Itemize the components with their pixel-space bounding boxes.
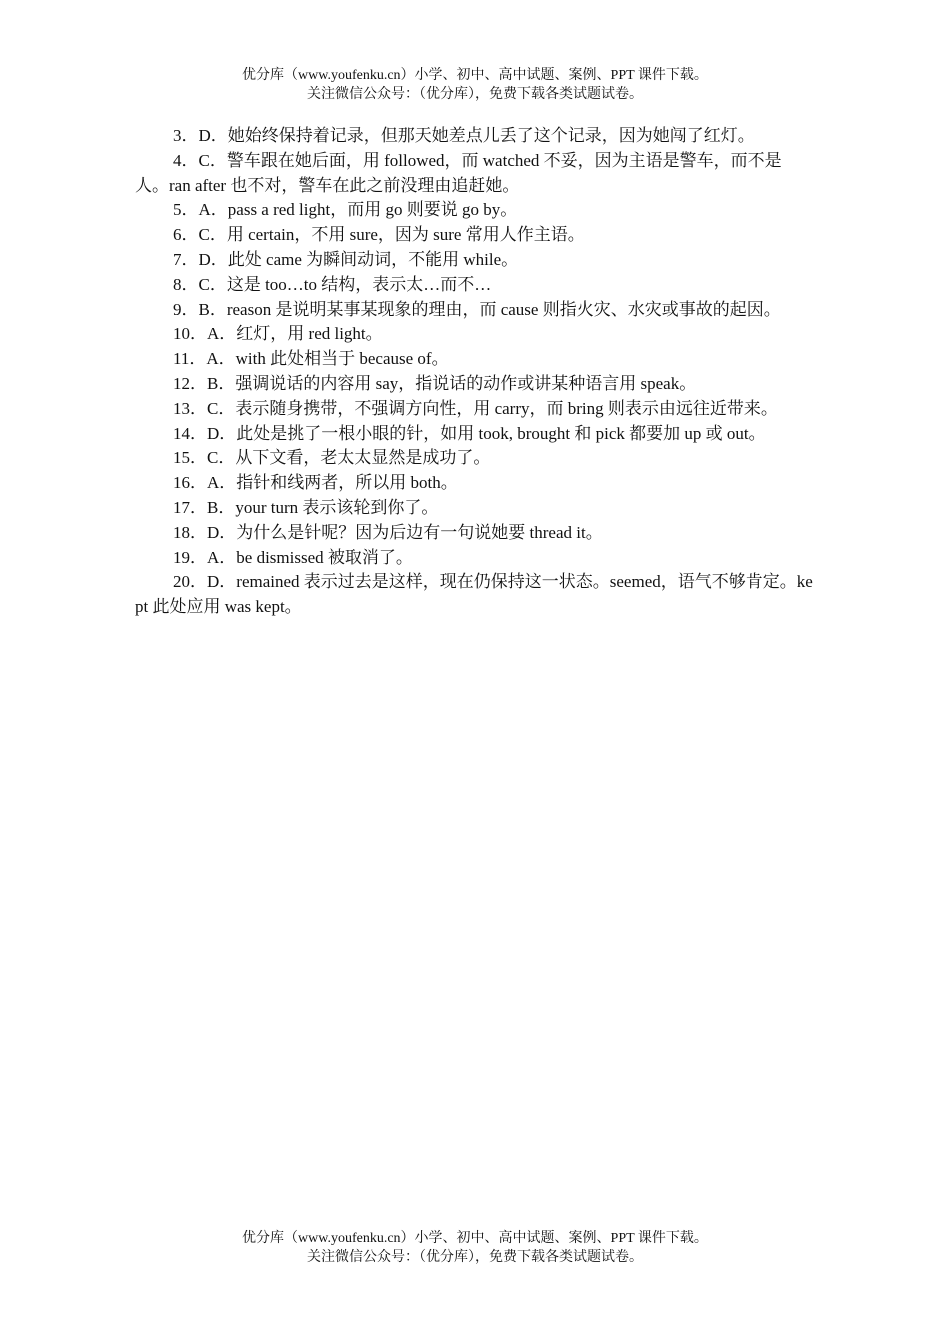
footer-line-2: 关注微信公众号：（优分库），免费下载各类试题试卷。 [307, 1250, 643, 1265]
explanation-item-8: 8．C．这是 too…to 结构，表示太…而不… [173, 274, 492, 294]
explanation-item-10: 10．A．红灯，用 red light。 [173, 324, 383, 344]
explanation-item-9: 9．B．reason 是说明某事某现象的理由，而 cause 则指火灾、水灾或事故的起因。 [173, 299, 781, 319]
page-header [0, 66, 950, 104]
explanation-item-13: 13．C．表示随身携带，不强调方向性，用 carry，而 bring 则表示由远往近带来。 [173, 398, 778, 418]
explanation-item-5: 5．A．pass a red light，而用 go 则要说 go by。 [173, 200, 518, 220]
page-footer [0, 1229, 950, 1267]
explanation-item-7: 7．D．此处 came 为瞬间动词，不能用 while。 [173, 249, 519, 269]
explanation-item-4: 4．C．警车跟在她后面，用 followed，而 watched 不妥，因为主语是警车，而不是人。ran after 也不对，警车在此之前没理由追赶她。 [135, 150, 782, 195]
explanation-item-18: 18．D．为什么是针呢？因为后边有一句说她要 thread it。 [173, 522, 603, 542]
explanation-item-15: 15．C．从下文看，老太太显然是成功了。 [173, 448, 491, 468]
explanation-item-17: 17．B．your turn 表示该轮到你了。 [173, 497, 439, 517]
explanation-item-11: 11．A．with 此处相当于 because of。 [173, 349, 449, 369]
header-line-2: 关注微信公众号：（优分库），免费下载各类试题试卷。 [307, 87, 643, 102]
explanation-item-6: 6．C．用 certain，不用 sure，因为 sure 常用人作主语。 [173, 225, 585, 245]
explanation-item-14: 14．D．此处是挑了一根小眼的针，如用 took, brought 和 pick 都要加 up 或 out。 [173, 423, 766, 443]
explanation-item-12: 12．B．强调说话的内容用 say，指说话的动作或讲某种语言用 speak。 [173, 373, 697, 393]
footer-line-1: 优分库（www.youfenku.cn）小学、初中、高中试题、案例、PPT 课件下载。 [242, 1231, 708, 1246]
explanation-item-16: 16．A．指针和线两者，所以用 both。 [173, 473, 458, 493]
explanation-item-20: 20．D．remained 表示过去是这样，现在仍保持这一状态。seemed，语气不够肯定。kept 此处应用 was kept。 [135, 572, 813, 617]
header-line-1: 优分库（www.youfenku.cn）小学、初中、高中试题、案例、PPT 课件下载。 [242, 68, 708, 83]
answer-explanations [135, 124, 815, 620]
explanation-item-19: 19．A．be dismissed 被取消了。 [173, 547, 413, 567]
explanation-item-3: 3．D．她始终保持着记录，但那天她差点儿丢了这个记录，因为她闯了红灯。 [173, 126, 755, 145]
